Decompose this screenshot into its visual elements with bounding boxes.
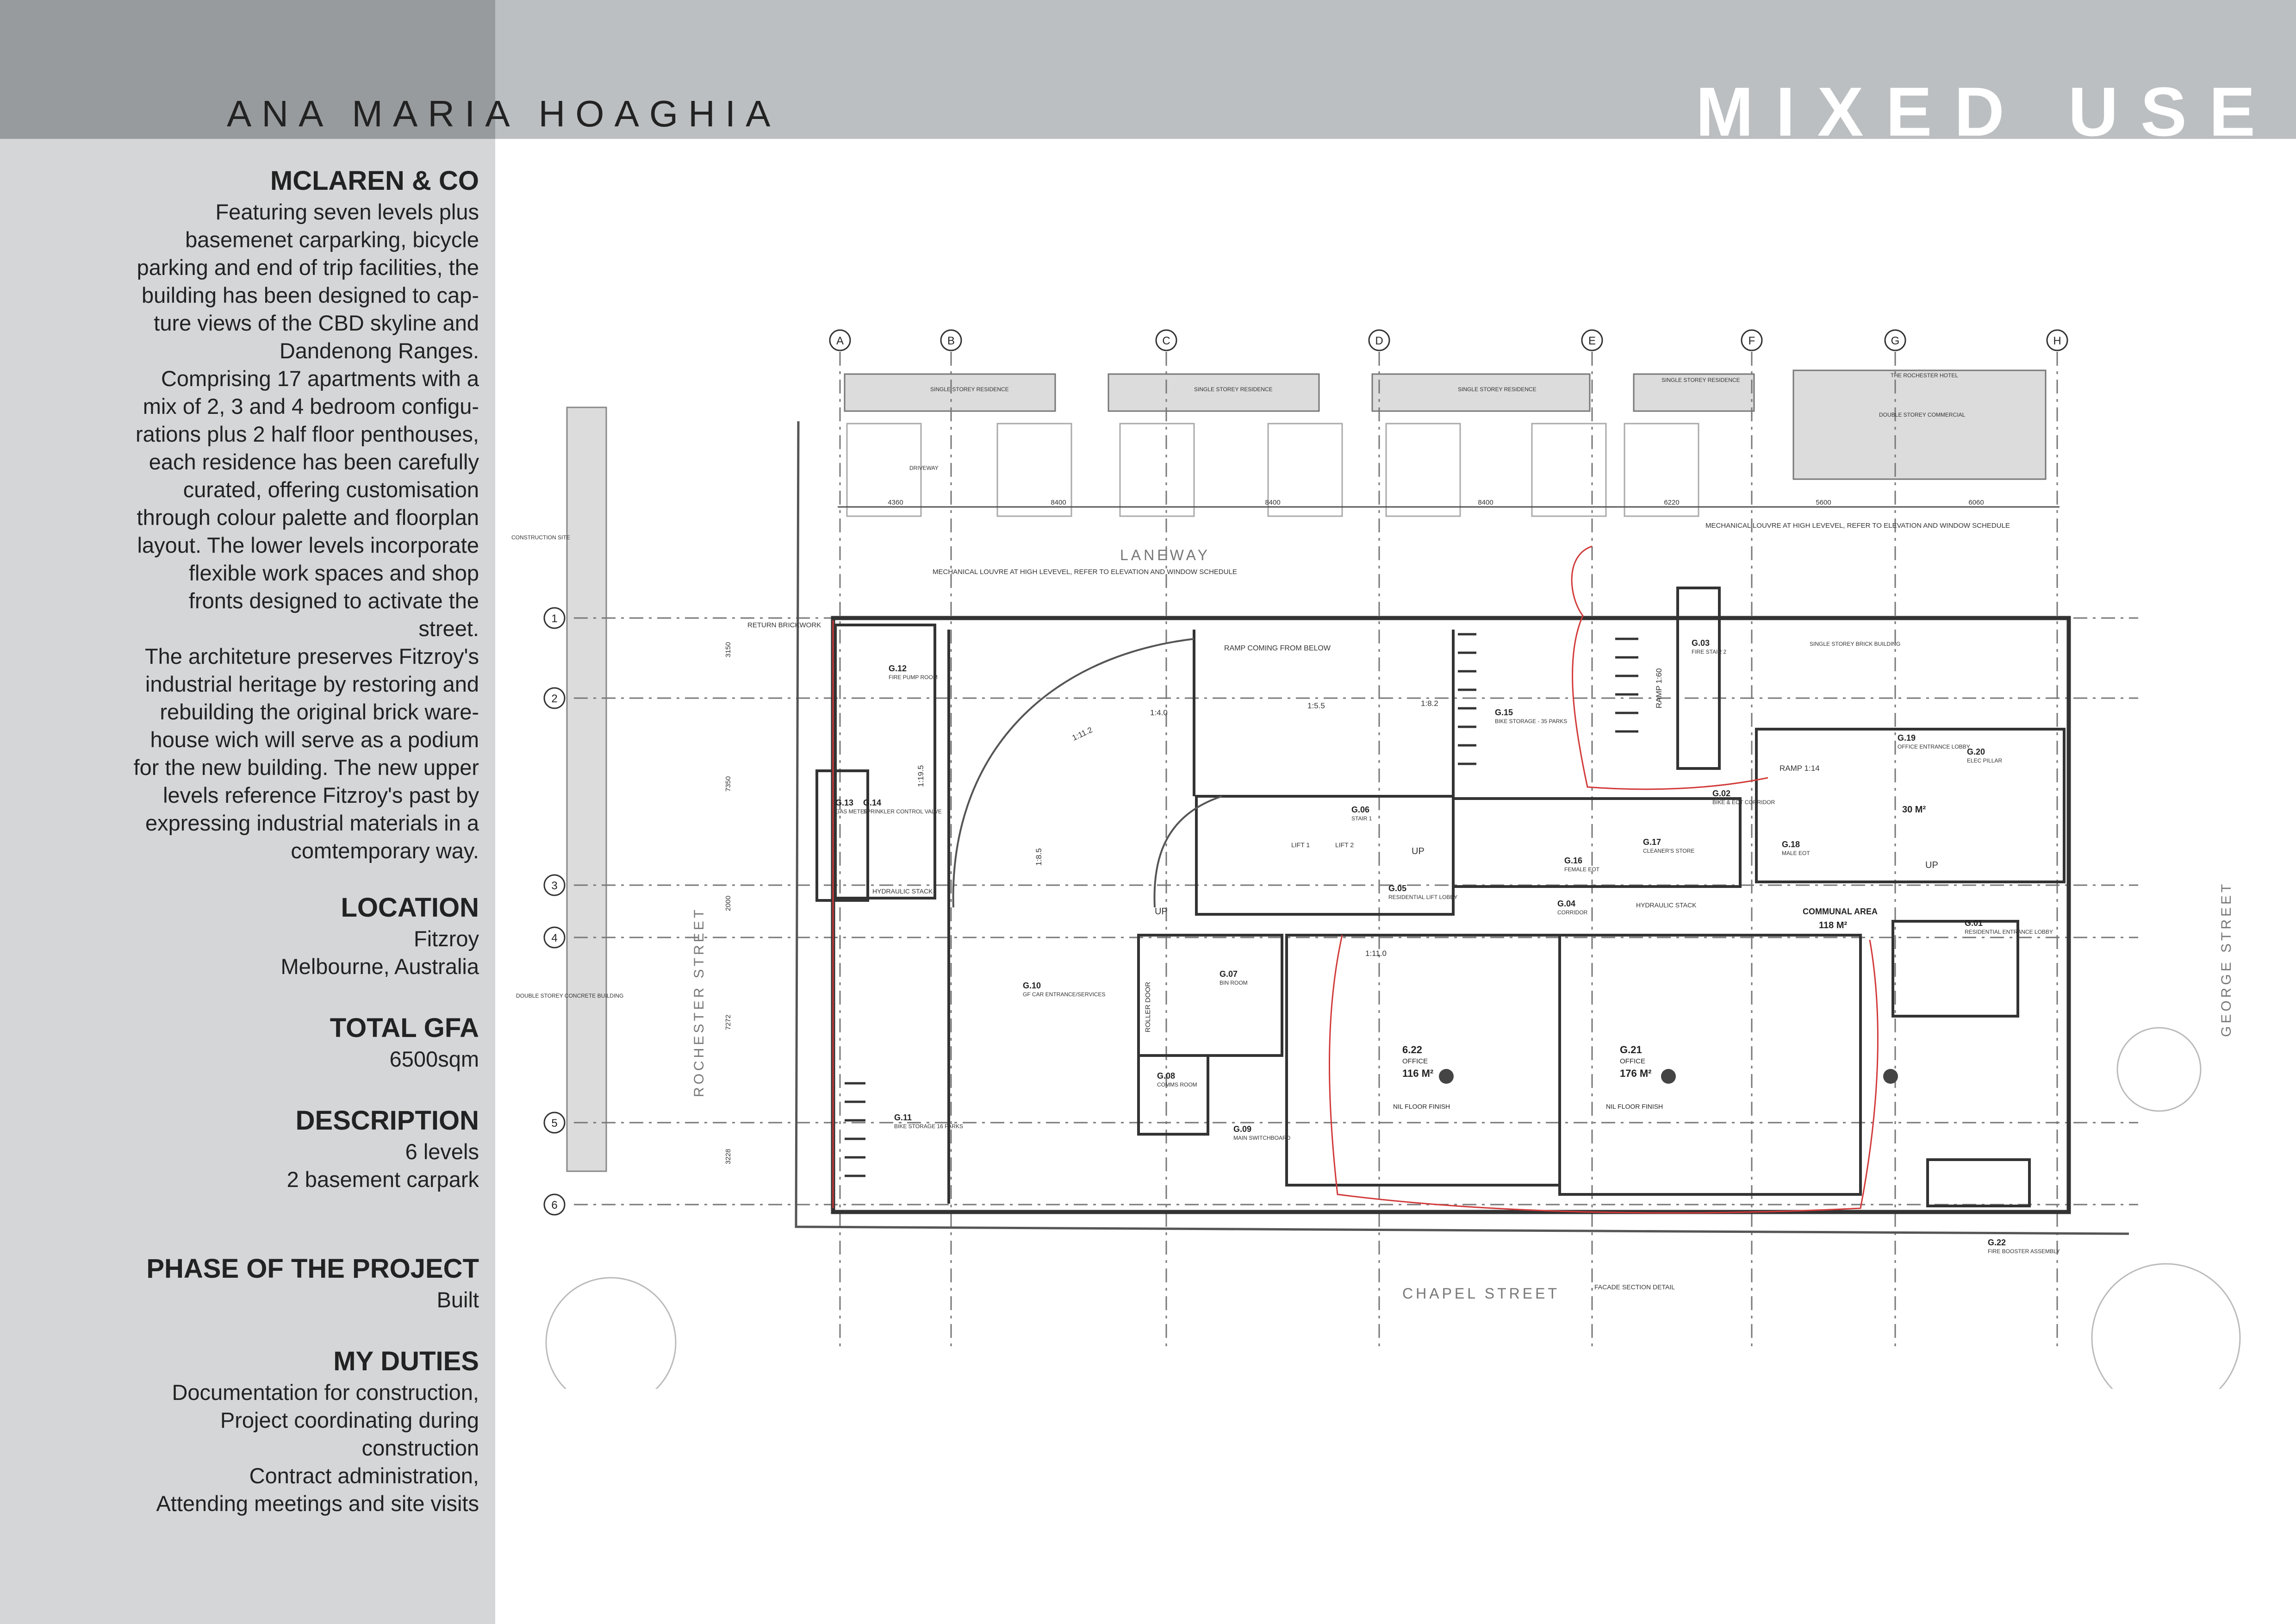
room-code: G.06	[1351, 805, 1370, 814]
grid-column-bubble	[2047, 330, 2067, 350]
row-dimension-label: 2000	[724, 895, 732, 911]
room-name: CLEANER'S STORE	[1643, 848, 1695, 854]
grid-row-label: 6	[551, 1199, 558, 1212]
note-single-storey-brick: SINGLE STOREY BRICK BUILDING	[1810, 641, 1901, 647]
ramp-gradient-label: RAMP 1:60	[1655, 668, 1663, 708]
room-code: G.01	[1965, 918, 1983, 928]
room-code: G.03	[1692, 638, 1710, 648]
row-dimension-label: 7350	[724, 776, 732, 792]
room-label	[1988, 1238, 2060, 1255]
ramp-gradient-label: 1:8.5	[1034, 848, 1043, 866]
grid-column-label: E	[1588, 335, 1596, 347]
dimension-label: 4360	[888, 499, 903, 506]
dimension-labels	[724, 499, 1984, 1164]
note-driveway: DRIVEWAY	[909, 465, 939, 471]
room-code: G.13	[835, 798, 854, 807]
office-area: 176 M²	[1620, 1068, 1652, 1079]
room-code: G.02	[1712, 789, 1731, 798]
room-label	[1351, 805, 1372, 822]
car-ramp-curve	[1154, 796, 1222, 907]
grid-column-bubble	[941, 330, 961, 350]
neighbour-label: SINGLE STOREY RESIDENCE	[1661, 377, 1740, 383]
room-name: GAS METER	[835, 808, 868, 815]
section-description	[93, 1104, 479, 1193]
ramp-gradient-label: 1:19.5	[916, 765, 925, 787]
section-heading: MY DUTIES	[333, 1346, 479, 1376]
row-dimension-label: 7272	[724, 1014, 732, 1030]
office-lobby-area: 30 M²	[1902, 805, 1926, 815]
office-code: G.21	[1620, 1044, 1642, 1056]
grid-column-bubble	[1156, 330, 1176, 350]
neighbour-building	[845, 374, 1055, 411]
room-code: G.09	[1233, 1124, 1252, 1134]
grid-column-label: B	[947, 335, 955, 347]
section-body: Fitzroy Melbourne, Australia	[280, 926, 479, 979]
grid-column-bubbles	[830, 330, 2067, 350]
note-construction-site: CONSTRUCTION SITE	[511, 534, 570, 541]
room-name: RESIDENTIAL ENTRANCE LOBBY	[1965, 929, 2053, 935]
revision-clouds	[833, 546, 1878, 1213]
room-label	[1388, 884, 1457, 900]
grid-column-label: D	[1375, 335, 1383, 347]
section-heading: TOTAL GFA	[330, 1013, 479, 1043]
neighbour-label: THE ROCHESTER HOTEL	[1891, 372, 1959, 379]
ramp-gradient-label: 1:11.2	[1070, 725, 1094, 743]
room-label	[1643, 837, 1694, 854]
room-name: FEMALE EOT	[1564, 866, 1600, 873]
grid-row-bubble	[544, 688, 565, 708]
floor-plan-drawing	[509, 278, 2296, 1389]
neighbour-label: SINGLE STOREY RESIDENCE	[930, 386, 1009, 393]
grid-row-label: 1	[551, 612, 558, 625]
room-code: G.17	[1643, 837, 1661, 847]
row-dimension-label: 3228	[724, 1149, 732, 1164]
room-code: G.14	[863, 798, 882, 807]
room-name: BIKE & EOT CORRIDOR	[1712, 799, 1775, 806]
grid-row-bubble	[544, 1194, 565, 1215]
section-body: Built	[436, 1287, 479, 1312]
dimension-label: 8400	[1051, 499, 1066, 506]
grid-row-label: 4	[551, 932, 558, 944]
street-trees	[546, 1028, 2240, 1389]
grid-column-label: G	[1891, 335, 1900, 347]
section-body: Documentation for construction, Project coordinating during construction Contract administration, Attending meetings and site visits	[156, 1380, 479, 1516]
note-ramp-below: RAMP COMING FROM BELOW	[1224, 644, 1331, 652]
room-code: G.18	[1782, 840, 1800, 849]
note-louvre-left: MECHANICAL LOUVRE AT HIGH LEVEVEL, REFER TO ELEVATION AND WINDOW SCHEDULE	[933, 568, 1237, 576]
room-code: G.22	[1988, 1238, 2006, 1247]
room-labels	[835, 638, 2060, 1255]
room-name: BIKE STORAGE 16 PARKS	[894, 1123, 963, 1130]
room-name: ELEC PILLAR	[1967, 757, 2003, 764]
room-name: STAIR 1	[1351, 815, 1372, 822]
communal-name: COMMUNAL AREA	[1803, 907, 1878, 916]
street-label-top: LANEWAY	[1120, 547, 1210, 563]
office-finish: NIL FLOOR FINISH	[1606, 1103, 1663, 1110]
note-roller-door: ROLLER DOOR	[1144, 981, 1152, 1032]
communal-area: 118 M²	[1819, 920, 1848, 931]
ramp-gradient-label: 1:4.0	[1150, 708, 1168, 717]
note-louvre-right: MECHANICAL LOUVRE AT HIGH LEVEVEL, REFER TO ELEVATION AND WINDOW SCHEDULE	[1705, 522, 2010, 530]
room-label	[1782, 840, 1810, 856]
room-label	[1564, 856, 1600, 873]
neighbour-building	[1372, 374, 1590, 411]
room-name: BIKE STORAGE - 35 PARKS	[1495, 718, 1568, 725]
dimension-label: 8400	[1478, 499, 1493, 506]
neighbour-building	[1108, 374, 1319, 411]
section-heading: PHASE OF THE PROJECT	[146, 1254, 479, 1284]
room-label	[894, 1113, 963, 1130]
bike-racks	[845, 634, 1638, 1176]
section-total-gfa	[93, 1012, 479, 1073]
grid-column-bubble	[1885, 330, 1905, 350]
grid-row-label: 5	[551, 1117, 558, 1130]
room-label	[1692, 638, 1726, 655]
room-name: FIRE PUMP ROOM	[889, 674, 938, 681]
note-return-brickwork: RETURN BRICKWORK	[747, 621, 821, 629]
office-code: 6.22	[1402, 1044, 1422, 1056]
room-name: BIN ROOM	[1220, 980, 1248, 986]
room-code: G.16	[1564, 856, 1583, 865]
room-code: G.05	[1388, 884, 1407, 893]
section-heading: DESCRIPTION	[295, 1106, 479, 1136]
dimension-label: 8400	[1265, 499, 1281, 506]
ramp-gradient-label: RAMP 1:14	[1780, 764, 1820, 773]
lift-label: LIFT 2	[1335, 841, 1354, 849]
grid-column-label: C	[1162, 335, 1170, 347]
section-phase	[93, 1252, 479, 1314]
neighbour-label: SINGLE STOREY RESIDENCE	[1194, 386, 1273, 393]
street-label-right: GEORGE STREET	[2219, 881, 2234, 1037]
floor-plan	[509, 278, 2296, 1389]
room-name: RESIDENTIAL LIFT LOBBY	[1388, 894, 1458, 900]
room-code: G.07	[1220, 969, 1238, 979]
grid-row-bubbles	[544, 608, 565, 1215]
section-duties	[93, 1345, 479, 1518]
grid-column-label: A	[836, 335, 844, 347]
grid-row-bubble	[544, 875, 565, 895]
room-label	[1233, 1124, 1291, 1141]
room-label	[1495, 708, 1567, 725]
grid-column-bubble	[1742, 330, 1762, 350]
grid-row-bubble	[544, 1112, 565, 1133]
neighbour-label: SINGLE STOREY RESIDENCE	[1458, 386, 1537, 393]
room-name: OFFICE ENTRANCE LOBBY	[1898, 743, 1970, 750]
street-label-bottom: CHAPEL STREET	[1402, 1285, 1560, 1302]
room-label	[1220, 969, 1248, 986]
dimension-label: 6060	[1968, 499, 1984, 506]
grid-row-bubble	[544, 608, 565, 628]
note-facade-section: FACADE SECTION DETAIL	[1594, 1283, 1675, 1291]
room-label	[1898, 733, 1970, 750]
room-name: MAIN SWITCHBOARD	[1233, 1135, 1291, 1141]
room-label	[1157, 1071, 1197, 1088]
row-dimension-label: 3150	[724, 642, 732, 657]
grid-column-bubble	[1582, 330, 1602, 350]
room-code: G.08	[1157, 1071, 1176, 1081]
room-name: COMMS ROOM	[1157, 1081, 1197, 1088]
ramp-gradient-label: 1:5.5	[1307, 701, 1325, 710]
section-body: 6500sqm	[389, 1046, 479, 1071]
neighbour-label: DOUBLE STOREY COMMERCIAL	[1879, 412, 1966, 418]
section-heading: LOCATION	[341, 893, 479, 923]
site-boundary	[796, 421, 2129, 1234]
office-finish: NIL FLOOR FINISH	[1393, 1103, 1450, 1110]
ramp-gradient-label: 1:8.2	[1421, 699, 1438, 708]
room-name: FIRE STAIR 2	[1692, 649, 1727, 655]
page-title: MIXED USE	[1695, 73, 2277, 150]
room-code: G.12	[889, 664, 907, 673]
room-name: FIRE BOOSTER ASSEMBLY	[1988, 1248, 2060, 1255]
room-label	[1967, 747, 2002, 764]
room-code: G.20	[1967, 747, 1985, 756]
column-markers	[1439, 1069, 1898, 1084]
up-label: UP	[1925, 860, 1938, 870]
room-label	[1023, 981, 1105, 998]
grid-column-label: H	[2053, 335, 2061, 347]
up-label: UP	[1155, 906, 1168, 917]
room-label	[1557, 899, 1588, 916]
dimension-label: 5600	[1816, 499, 1831, 506]
room-code: G.04	[1557, 899, 1576, 908]
section-location	[93, 891, 479, 981]
room-label	[863, 798, 942, 815]
neighbour-building	[1793, 370, 2046, 479]
office-area: 116 M²	[1402, 1068, 1434, 1079]
room-label	[889, 664, 938, 681]
room-name: CORRIDOR	[1557, 909, 1588, 916]
author-name: ANA MARIA HOAGHIA	[227, 93, 781, 134]
lift-label: LIFT 1	[1291, 841, 1310, 849]
grid-column-bubble	[830, 330, 850, 350]
room-label	[1712, 789, 1775, 806]
note-hydraulic-stack: HYDRAULIC STACK	[1636, 901, 1697, 909]
street-label-left: ROCHESTER STREET	[691, 906, 707, 1097]
room-name: GF CAR ENTRANCE/SERVICES	[1023, 991, 1106, 998]
section-body: Featuring seven levels plus basemenet carparking, bicycle parking and end of trip facilities, the building has been designed to cap- ture views of the CBD skyline and Dandenong Ranges. Comprising 17 apartments with a mix of 2, 3 and 4 bedroom configu- rations plus 2 half floor penthouses, each residence has been carefully curated, offering customisation through colour palette and floorplan layout. The lower levels incorporate flexible work spaces and shop fronts designed to activate the street. The architeture preserves Fitzroy's industrial heritage by restoring and rebuilding the original brick ware- house wich will serve as a podium for the new building. The new upper levels reference Fitzroy's past by expressing industrial materials in a comtemporary way.	[133, 199, 479, 863]
office-name: OFFICE	[1402, 1057, 1428, 1065]
up-label: UP	[1412, 846, 1425, 856]
ramp-gradient-label: 1:11.0	[1365, 949, 1387, 958]
grid-row-label: 2	[551, 693, 558, 705]
room-code: G.15	[1495, 708, 1513, 717]
dimension-label: 6220	[1664, 499, 1680, 506]
grid-column-label: F	[1748, 335, 1755, 347]
grid-row-bubble	[544, 927, 565, 948]
rochester-street-strip	[567, 407, 606, 1171]
room-name: SPRINKLER CONTROL VALVE	[863, 808, 942, 815]
section-body: 6 levels 2 basement carpark	[286, 1139, 479, 1192]
room-code: G.19	[1898, 733, 1916, 743]
note-hydraulic-stack: HYDRAULIC STACK	[872, 887, 933, 895]
office-name: OFFICE	[1620, 1057, 1645, 1065]
section-company	[93, 164, 479, 865]
grid-column-bubble	[1369, 330, 1389, 350]
note-double-storey: DOUBLE STOREY CONCRETE BUILDING	[516, 993, 624, 999]
grid-lines	[574, 352, 2138, 1352]
section-heading: MCLAREN & CO	[270, 166, 479, 196]
room-code: G.10	[1023, 981, 1041, 990]
grid-row-label: 3	[551, 880, 558, 892]
room-code: G.11	[894, 1113, 912, 1122]
room-name: MALE EOT	[1782, 850, 1810, 856]
